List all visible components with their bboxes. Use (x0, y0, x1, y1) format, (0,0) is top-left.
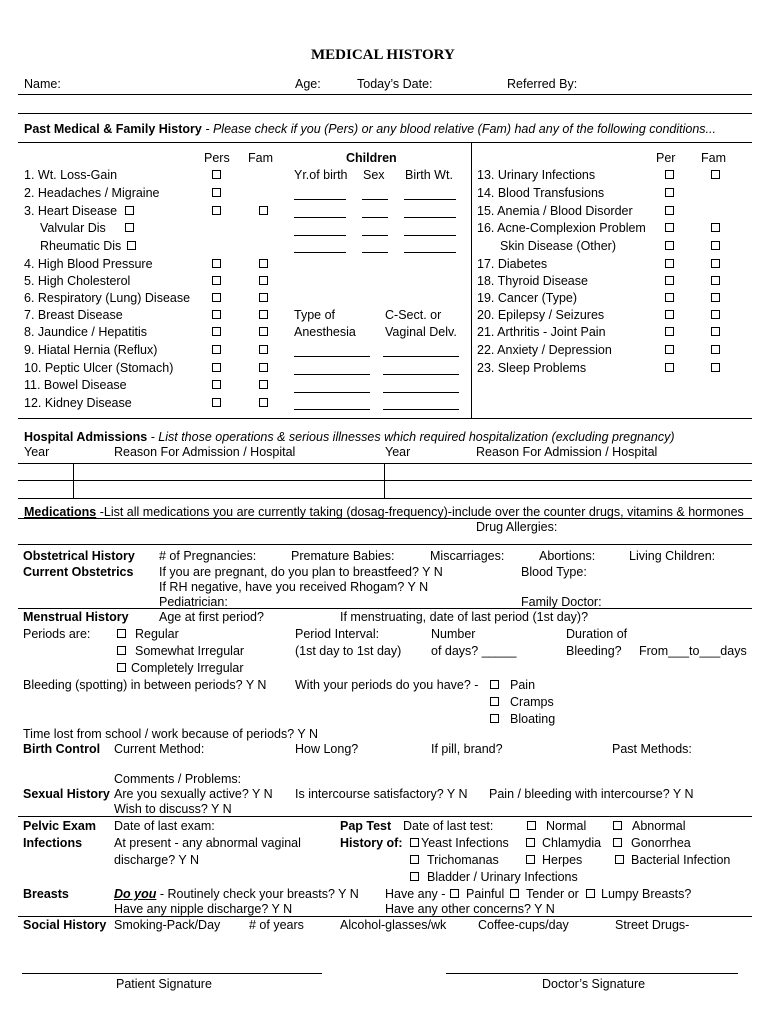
divider (18, 916, 752, 917)
table-divider (384, 463, 385, 498)
medications-instruction: -List all medications you are currently taking (dosag-frequency)-include over the counter drugs, vitamins & hormones (96, 505, 744, 519)
bacterial-label: Bacterial Infection (631, 853, 731, 867)
fam-checkbox[interactable] (259, 206, 268, 215)
condition-item: 12. Kidney Disease (24, 396, 132, 410)
col-fam: Fam (248, 151, 273, 165)
valvular-checkbox[interactable] (125, 223, 134, 232)
blood-type-label: Blood Type: (521, 565, 587, 579)
pers-checkbox[interactable] (212, 188, 221, 197)
condition-item: 13. Urinary Infections (477, 168, 596, 182)
condition-item: 10. Peptic Ulcer (Stomach) (24, 361, 174, 375)
children-yr-field[interactable] (294, 217, 346, 218)
comments-label: Comments / Problems: (114, 772, 242, 786)
divider (18, 113, 752, 114)
how-long-label: How Long? (295, 742, 359, 756)
condition-item: 16. Acne-Complexion Problem (477, 221, 646, 235)
premature-label: Premature Babies: (291, 549, 395, 563)
divider (18, 498, 752, 499)
per-checkbox[interactable] (665, 276, 674, 285)
painful-checkbox[interactable] (450, 889, 459, 898)
condition-item: 23. Sleep Problems (477, 361, 587, 375)
interval-sublabel: (1st day to 1st day) (295, 644, 402, 658)
divider (18, 480, 752, 481)
patient-signature-line[interactable] (22, 973, 322, 974)
pmh-heading: Past Medical & Family History (24, 122, 202, 136)
condition-item: Valvular Dis (40, 221, 106, 235)
fam-checkbox[interactable] (259, 293, 268, 302)
number-days-field[interactable]: of days? _____ (431, 644, 517, 658)
condition-item: 11. Bowel Disease (24, 378, 127, 392)
periods-are-label: Periods are: (23, 627, 91, 641)
pap-date-label: Date of last test: (403, 819, 494, 833)
drug-allergies-label: Drug Allergies: (476, 520, 558, 534)
hospital-year-header: Year (24, 445, 50, 459)
coffee-label: Coffee-cups/day (478, 918, 569, 932)
children-sex-field[interactable] (362, 235, 388, 236)
delivery-label: C-Sect. or (385, 308, 442, 322)
divider (18, 463, 752, 464)
regular-label: Regular (135, 627, 179, 641)
fam-checkbox[interactable] (259, 310, 268, 319)
hospital-reason-header: Reason For Admission / Hospital (476, 445, 658, 459)
herpes-label: Herpes (542, 853, 583, 867)
fam-checkbox[interactable] (259, 327, 268, 336)
time-lost-question: Time lost from school / work because of periods? Y N (23, 727, 319, 741)
per-checkbox[interactable] (665, 363, 674, 372)
per-checkbox[interactable] (665, 188, 674, 197)
last-exam-label: Date of last exam: (114, 819, 215, 833)
fam-checkbox[interactable] (711, 345, 720, 354)
per-checkbox[interactable] (665, 293, 674, 302)
delivery-field[interactable] (383, 392, 459, 393)
breast-check-question: - Routinely check your breasts? Y N (156, 887, 359, 901)
trichomonas-label: Trichomanas (427, 853, 499, 867)
pap-test-heading: Pap Test (340, 819, 392, 833)
abnormal-checkbox[interactable] (613, 821, 622, 830)
bloating-checkbox[interactable] (490, 714, 499, 723)
past-methods-label: Past Methods: (612, 742, 692, 756)
fam-checkbox[interactable] (711, 170, 720, 179)
miscarriages-label: Miscarriages: (430, 549, 505, 563)
bladder-checkbox[interactable] (410, 872, 419, 881)
condition-item: 22. Anxiety / Depression (477, 343, 612, 357)
condition-item: 20. Epilepsy / Seizures (477, 308, 605, 322)
yeast-checkbox[interactable] (410, 838, 419, 847)
pain-label: Pain (510, 678, 536, 692)
children-bw-field[interactable] (404, 235, 456, 236)
per-checkbox[interactable] (665, 206, 674, 215)
fam-checkbox[interactable] (259, 363, 268, 372)
hospital-year-header: Year (385, 445, 411, 459)
rheumatic-checkbox[interactable] (127, 241, 136, 250)
fam-checkbox[interactable] (711, 241, 720, 250)
condition-item: 8. Jaundice / Hepatitis (24, 325, 147, 339)
fam-checkbox[interactable] (711, 223, 720, 232)
page-title: MEDICAL HISTORY (311, 47, 455, 63)
pill-brand-label: If pill, brand? (431, 742, 503, 756)
lumpy-label: Lumpy Breasts? (601, 887, 692, 901)
have-any-label: Have any - (385, 887, 446, 901)
divider (18, 816, 752, 817)
age-first-period: Age at first period? (159, 610, 264, 624)
wish-discuss-question: Wish to discuss? Y N (114, 802, 232, 816)
nipple-question: Have any nipple discharge? Y N (114, 902, 293, 916)
per-checkbox[interactable] (665, 241, 674, 250)
do-you-label: Do you (114, 887, 157, 901)
chlamydia-label: Chlamydia (542, 836, 602, 850)
bacterial-checkbox[interactable] (615, 855, 624, 864)
duration-sublabel: Bleeding? (566, 644, 622, 658)
pregnancies-label: # of Pregnancies: (159, 549, 257, 563)
gonorrhea-checkbox[interactable] (613, 838, 622, 847)
with-periods-question: With your periods do you have? - (295, 678, 479, 692)
yeast-label: Yeast Infections (421, 836, 509, 850)
pediatrician-label: Pediatrician: (159, 595, 228, 609)
fam-checkbox[interactable] (259, 276, 268, 285)
number-label: Number (431, 627, 476, 641)
name-label: Name: (24, 77, 61, 91)
cramps-label: Cramps (510, 695, 554, 709)
age-label: Age: (295, 77, 321, 91)
alcohol-label: Alcohol-glasses/wk (340, 918, 447, 932)
years-label: # of years (249, 918, 304, 932)
condition-item: 21. Arthritis - Joint Pain (477, 325, 606, 339)
tender-label: Tender or (526, 887, 579, 901)
completely-irregular-checkbox[interactable] (117, 663, 126, 672)
abortions-label: Abortions: (539, 549, 596, 563)
condition-item: 17. Diabetes (477, 257, 548, 271)
herpes-checkbox[interactable] (526, 855, 535, 864)
bloating-label: Bloating (510, 712, 556, 726)
condition-item: 18. Thyroid Disease (477, 274, 588, 288)
pers-checkbox[interactable] (212, 345, 221, 354)
fam-checkbox[interactable] (711, 310, 720, 319)
heart-disease-checkbox[interactable] (125, 206, 134, 215)
abnormal-label: Abnormal (632, 819, 686, 833)
social-history-heading: Social History (23, 918, 107, 932)
cramps-checkbox[interactable] (490, 697, 499, 706)
breast-check-row (114, 887, 359, 902)
condition-item: 2. Headaches / Migraine (24, 186, 160, 200)
condition-item: 19. Cancer (Type) (477, 291, 578, 305)
condition-item: 3. Heart Disease (24, 204, 118, 218)
children-yr-field[interactable] (294, 199, 346, 200)
pers-checkbox[interactable] (212, 170, 221, 179)
children-bw: Birth Wt. (405, 168, 453, 182)
anesthesia-field[interactable] (294, 409, 370, 410)
infections-heading: Infections (23, 836, 83, 850)
per-checkbox[interactable] (665, 310, 674, 319)
doctor-signature-label: Doctor’s Signature (542, 977, 646, 991)
column-divider (471, 143, 472, 418)
bladder-label: Bladder / Urinary Infections (427, 870, 578, 884)
children-yr-field[interactable] (294, 252, 346, 253)
hospital-instruction: - List those operations & serious illnesses which required hospitalization (excluding pregnancy) (147, 430, 675, 444)
street-drugs-label: Street Drugs- (615, 918, 690, 932)
medications-heading: Medications (24, 505, 97, 519)
condition-item: 14. Blood Transfusions (477, 186, 605, 200)
condition-item: 6. Respiratory (Lung) Disease (24, 291, 191, 305)
somewhat-irregular-checkbox[interactable] (117, 646, 126, 655)
breasts-heading: Breasts (23, 887, 69, 901)
children-yr: Yr.of birth (294, 168, 348, 182)
fam-checkbox[interactable] (711, 276, 720, 285)
divider (18, 418, 752, 419)
condition-item: 9. Hiatal Hernia (Reflux) (24, 343, 158, 357)
duration-label: Duration of (566, 627, 628, 641)
pain-checkbox[interactable] (490, 680, 499, 689)
painful-label: Painful (466, 887, 505, 901)
pelvic-exam-heading: Pelvic Exam (23, 819, 96, 833)
fam-checkbox[interactable] (711, 327, 720, 336)
family-doctor-label: Family Doctor: (521, 595, 602, 609)
delivery-field[interactable] (383, 356, 459, 357)
chlamydia-checkbox[interactable] (526, 838, 535, 847)
satisfactory-question: Is intercourse satisfactory? Y N (295, 787, 468, 801)
fam-checkbox[interactable] (711, 363, 720, 372)
hospital-heading: Hospital Admissions (24, 430, 148, 444)
per-checkbox[interactable] (665, 327, 674, 336)
children-sex-field[interactable] (362, 217, 388, 218)
tender-checkbox[interactable] (510, 889, 519, 898)
pers-checkbox[interactable] (212, 206, 221, 215)
doctor-signature-line[interactable] (446, 973, 738, 974)
pmh-instruction: - Please check if you (Pers) or any blood relative (Fam) had any of the following conditions... (201, 122, 716, 136)
anesthesia-field[interactable] (294, 392, 370, 393)
delivery-field[interactable] (383, 409, 459, 410)
anesthesia-type-label: Type of (294, 308, 335, 322)
pers-checkbox[interactable] (212, 327, 221, 336)
pers-checkbox[interactable] (212, 276, 221, 285)
delivery-field[interactable] (383, 374, 459, 375)
divider (18, 608, 752, 609)
pain-bleeding-question: Pain / bleeding with intercourse? Y N (489, 787, 694, 801)
per-checkbox[interactable] (665, 345, 674, 354)
children-sex-field[interactable] (362, 252, 388, 253)
condition-item: 4. High Blood Pressure (24, 257, 153, 271)
date-label: Today’s Date: (357, 77, 433, 91)
sexual-history-heading: Sexual History (23, 787, 110, 801)
children-heading: Children (346, 151, 397, 165)
divider (18, 518, 752, 519)
pers-checkbox[interactable] (212, 293, 221, 302)
pers-checkbox[interactable] (212, 363, 221, 372)
fam-checkbox[interactable] (711, 259, 720, 268)
children-sex: Sex (363, 168, 385, 182)
condition-item: 1. Wt. Loss-Gain (24, 168, 118, 182)
hospital-reason-header: Reason For Admission / Hospital (114, 445, 296, 459)
other-concerns-question: Have any other concerns? Y N (385, 902, 555, 916)
divider (18, 142, 752, 143)
current-obstetrics-heading: Current Obstetrics (23, 565, 134, 579)
pmh-heading-row (24, 122, 716, 137)
normal-label: Normal (546, 819, 587, 833)
delivery-label: Vaginal Delv. (385, 325, 457, 339)
discharge-question: At present - any abnormal vaginal (114, 836, 301, 850)
normal-checkbox[interactable] (527, 821, 536, 830)
somewhat-irregular-label: Somewhat Irregular (135, 644, 245, 658)
col-pers: Pers (204, 151, 230, 165)
condition-item: 5. High Cholesterol (24, 274, 131, 288)
smoking-label: Smoking-Pack/Day (114, 918, 221, 932)
fam-checkbox[interactable] (259, 259, 268, 268)
per-checkbox[interactable] (665, 170, 674, 179)
lumpy-checkbox[interactable] (586, 889, 595, 898)
divider (18, 94, 752, 95)
discharge-question-cont: discharge? Y N (114, 853, 200, 867)
history-of-label: History of: (340, 836, 403, 850)
trichomonas-checkbox[interactable] (410, 855, 419, 864)
condition-item: 15. Anemia / Blood Disorder (477, 204, 633, 218)
children-sex-field[interactable] (362, 199, 388, 200)
condition-item: 7. Breast Disease (24, 308, 123, 322)
children-yr-field[interactable] (294, 235, 346, 236)
table-divider (73, 463, 74, 498)
sexually-active-question: Are you sexually active? Y N (114, 787, 273, 801)
children-bw-field[interactable] (404, 217, 456, 218)
gonorrhea-label: Gonorrhea (631, 836, 691, 850)
last-period-question: If menstruating, date of last period (1st day)? (340, 610, 589, 624)
menstrual-heading: Menstrual History (23, 610, 129, 624)
from-to-days-field[interactable]: From___to___days (639, 644, 747, 658)
current-method-label: Current Method: (114, 742, 205, 756)
condition-item: Skin Disease (Other) (500, 239, 617, 253)
per-checkbox[interactable] (665, 259, 674, 268)
anesthesia-field[interactable] (294, 356, 370, 357)
fam-checkbox[interactable] (259, 380, 268, 389)
col-fam2: Fam (701, 151, 726, 165)
pers-checkbox[interactable] (212, 259, 221, 268)
referred-label: Referred By: (507, 77, 578, 91)
fam-checkbox[interactable] (711, 293, 720, 302)
breastfeed-question: If you are pregnant, do you plan to breastfeed? Y N (159, 565, 443, 579)
condition-item: Rheumatic Dis (40, 239, 122, 253)
patient-signature-label: Patient Signature (116, 977, 212, 991)
spotting-question: Bleeding (spotting) in between periods? Y N (23, 678, 267, 692)
col-per: Per (656, 151, 676, 165)
anesthesia-field[interactable] (294, 374, 370, 375)
birth-control-heading: Birth Control (23, 742, 101, 756)
children-bw-field[interactable] (404, 199, 456, 200)
pers-checkbox[interactable] (212, 310, 221, 319)
rhogam-question: If RH negative, have you received Rhogam? Y N (159, 580, 429, 594)
hospital-heading-row (24, 430, 675, 445)
fam-checkbox[interactable] (259, 345, 268, 354)
pers-checkbox[interactable] (212, 380, 221, 389)
living-children-label: Living Children: (629, 549, 716, 563)
children-bw-field[interactable] (404, 252, 456, 253)
divider (18, 544, 752, 545)
interval-label: Period Interval: (295, 627, 380, 641)
obstetrical-heading: Obstetrical History (23, 549, 135, 563)
anesthesia-type-label: Anesthesia (294, 325, 356, 339)
regular-checkbox[interactable] (117, 629, 126, 638)
per-checkbox[interactable] (665, 223, 674, 232)
fam-checkbox[interactable] (259, 398, 268, 407)
completely-irregular-label: Completely Irregular (131, 661, 244, 675)
pers-checkbox[interactable] (212, 398, 221, 407)
